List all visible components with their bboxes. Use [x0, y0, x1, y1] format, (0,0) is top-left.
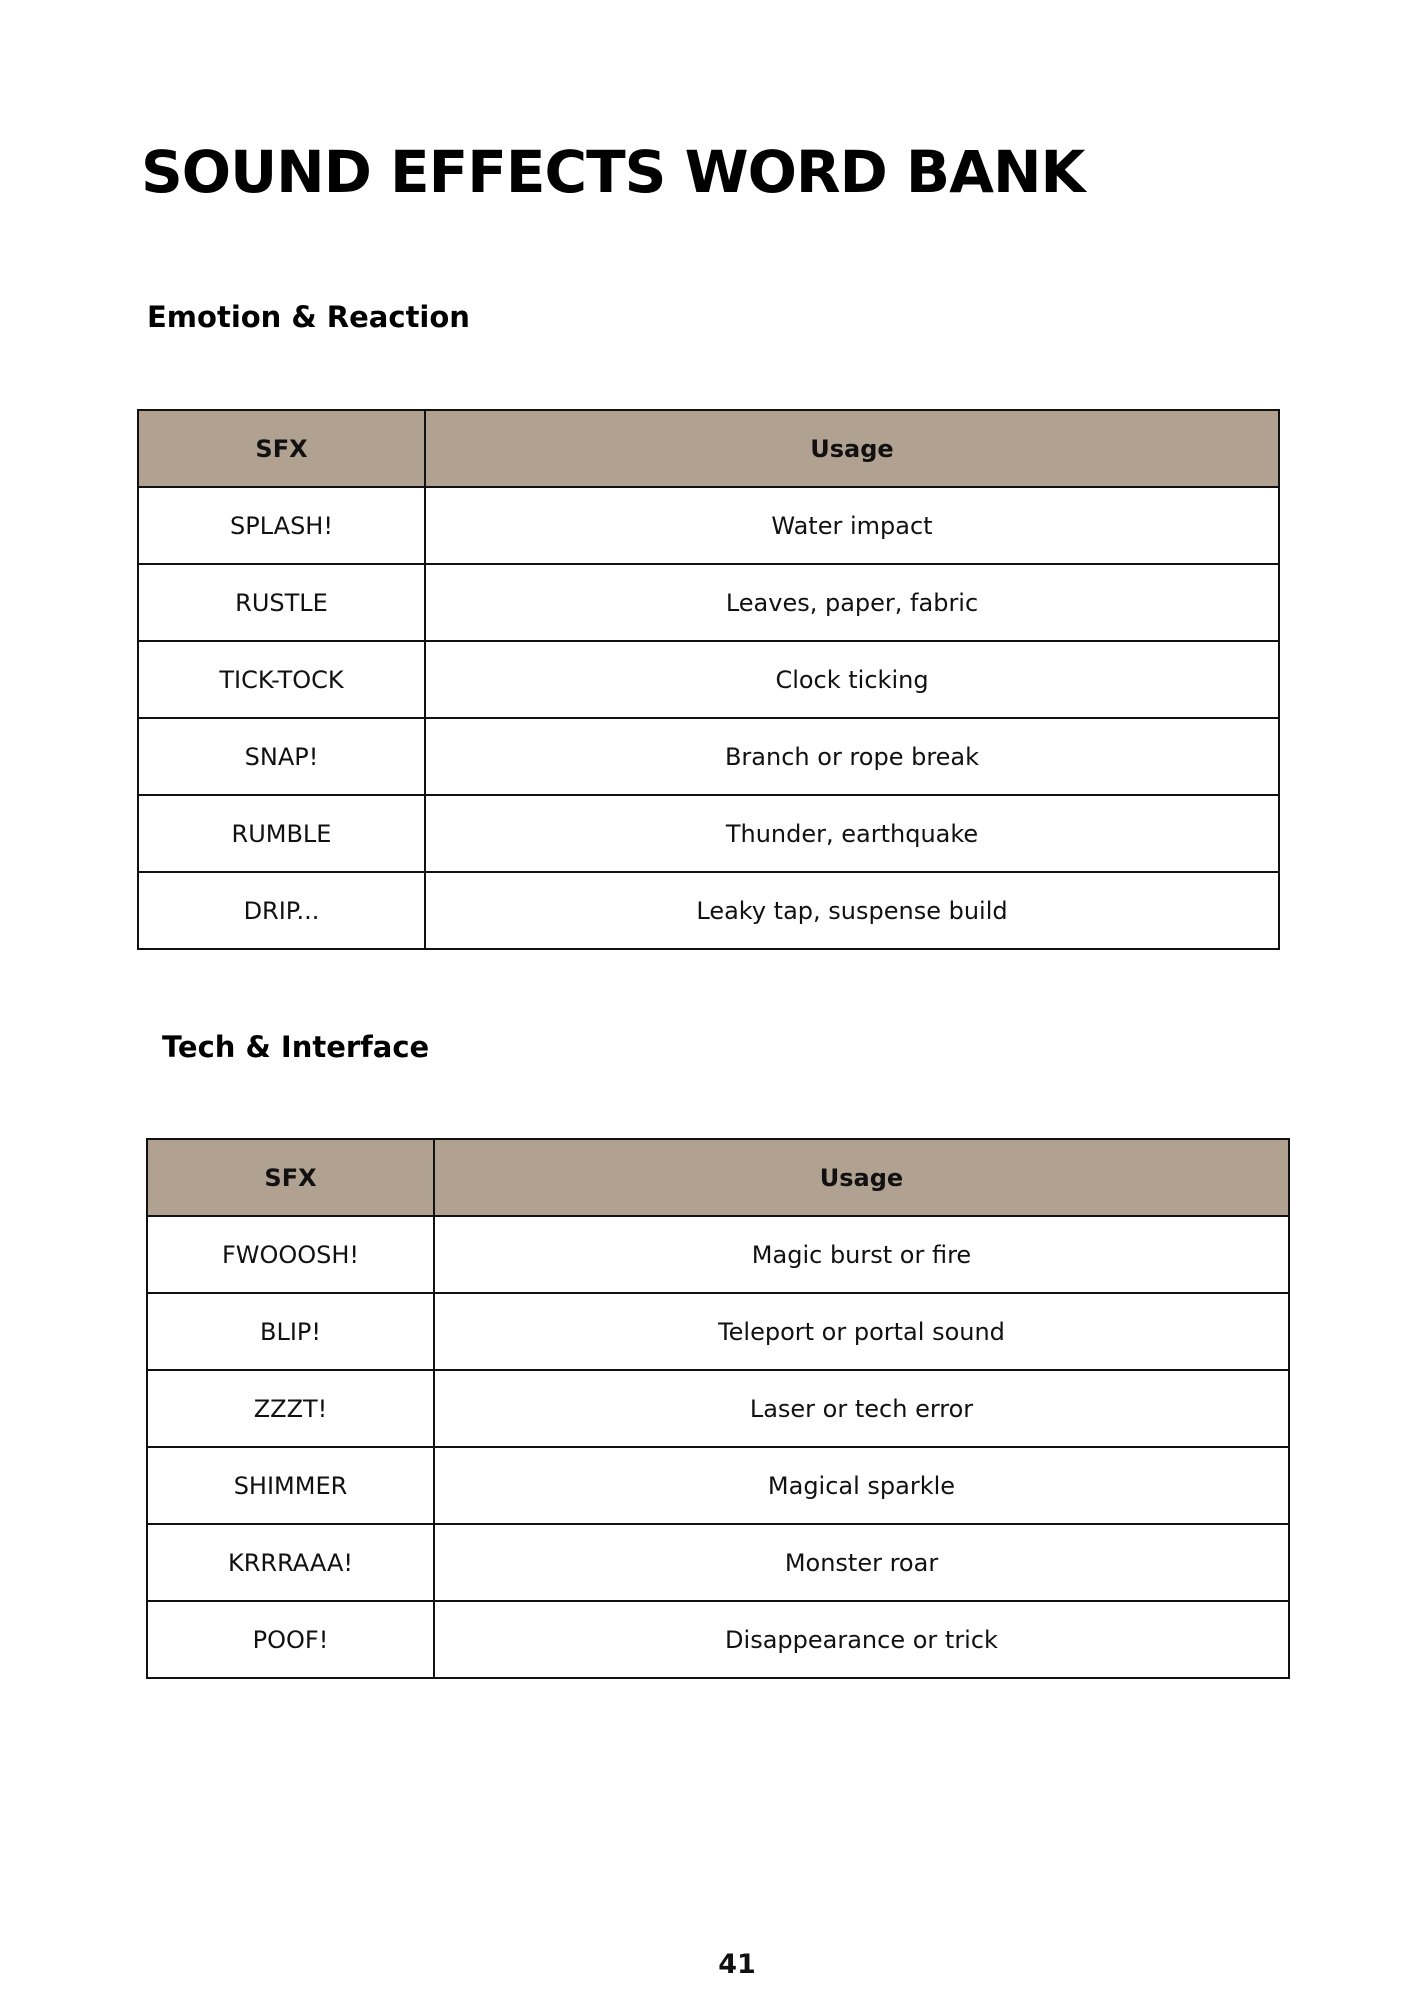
- section-heading-tech-interface: Tech & Interface: [162, 1030, 430, 1064]
- sfx-cell: SPLASH!: [138, 487, 425, 564]
- table-row: [147, 1447, 1289, 1524]
- column-header-usage: Usage: [425, 410, 1279, 487]
- sfx-cell: KRRRAAA!: [147, 1524, 434, 1601]
- column-header-sfx: SFX: [138, 410, 425, 487]
- table-row: [138, 872, 1279, 949]
- usage-cell: Magical sparkle: [434, 1447, 1289, 1524]
- sfx-cell: RUSTLE: [138, 564, 425, 641]
- usage-cell: Teleport or portal sound: [434, 1293, 1289, 1370]
- table-row: [147, 1370, 1289, 1447]
- page-number: 41: [718, 1949, 756, 1980]
- sfx-cell: RUMBLE: [138, 795, 425, 872]
- table-row: [147, 1216, 1289, 1293]
- sfx-cell: SHIMMER: [147, 1447, 434, 1524]
- sfx-table-emotion-reaction: [137, 409, 1280, 950]
- usage-cell: Laser or tech error: [434, 1370, 1289, 1447]
- column-header-usage: Usage: [434, 1139, 1289, 1216]
- sfx-cell: SNAP!: [138, 718, 425, 795]
- usage-cell: Branch or rope break: [425, 718, 1279, 795]
- table-row: [138, 564, 1279, 641]
- column-header-sfx: SFX: [147, 1139, 434, 1216]
- table-header-row: [147, 1139, 1289, 1216]
- usage-cell: Leaky tap, suspense build: [425, 872, 1279, 949]
- table-row: [147, 1293, 1289, 1370]
- usage-cell: Magic burst or fire: [434, 1216, 1289, 1293]
- page-title: SOUND EFFECTS WORD BANK: [141, 138, 1085, 206]
- sfx-cell: TICK-TOCK: [138, 641, 425, 718]
- table-row: [147, 1524, 1289, 1601]
- sfx-cell: BLIP!: [147, 1293, 434, 1370]
- sfx-cell: FWOOOSH!: [147, 1216, 434, 1293]
- table-header-row: [138, 410, 1279, 487]
- table-row: [138, 641, 1279, 718]
- usage-cell: Leaves, paper, fabric: [425, 564, 1279, 641]
- usage-cell: Disappearance or trick: [434, 1601, 1289, 1678]
- table-row: [147, 1601, 1289, 1678]
- sfx-cell: POOF!: [147, 1601, 434, 1678]
- usage-cell: Water impact: [425, 487, 1279, 564]
- sfx-table-tech-interface: [146, 1138, 1290, 1679]
- sfx-cell: DRIP...: [138, 872, 425, 949]
- table-row: [138, 718, 1279, 795]
- table-row: [138, 795, 1279, 872]
- table-row: [138, 487, 1279, 564]
- usage-cell: Thunder, earthquake: [425, 795, 1279, 872]
- section-heading-emotion-reaction: Emotion & Reaction: [147, 300, 470, 334]
- usage-cell: Monster roar: [434, 1524, 1289, 1601]
- sfx-cell: ZZZT!: [147, 1370, 434, 1447]
- usage-cell: Clock ticking: [425, 641, 1279, 718]
